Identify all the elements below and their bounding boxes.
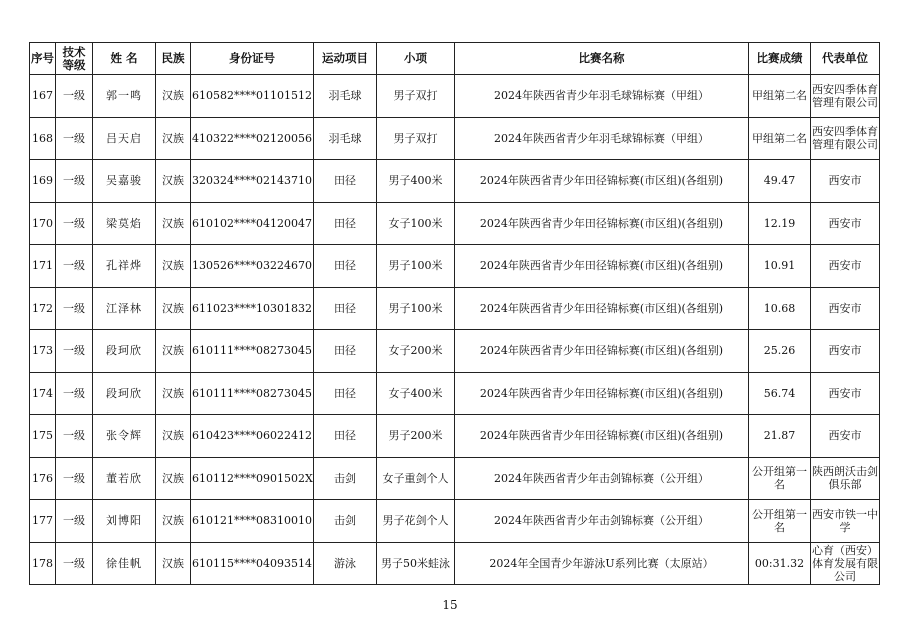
cell-sport: 羽毛球 xyxy=(314,117,377,160)
cell-id: 610111****08273045 xyxy=(191,330,314,373)
cell-sport: 田径 xyxy=(314,330,377,373)
cell-competition: 2024年陕西省青少年田径锦标赛(市区组)(各组别) xyxy=(455,415,749,458)
cell-id: 610111****08273045 xyxy=(191,372,314,415)
cell-sport: 击剑 xyxy=(314,500,377,543)
cell-seq: 174 xyxy=(30,372,56,415)
cell-result: 甲组第二名 xyxy=(749,117,811,160)
cell-level: 一级 xyxy=(56,160,93,203)
cell-sport: 田径 xyxy=(314,160,377,203)
cell-level: 一级 xyxy=(56,245,93,288)
cell-ethnic: 汉族 xyxy=(156,160,191,203)
cell-name: 张令辉 xyxy=(93,415,156,458)
cell-level: 一级 xyxy=(56,75,93,118)
cell-competition: 2024年陕西省青少年羽毛球锦标赛（甲组） xyxy=(455,117,749,160)
cell-ethnic: 汉族 xyxy=(156,457,191,500)
header-ethnic: 民族 xyxy=(156,43,191,75)
cell-ethnic: 汉族 xyxy=(156,245,191,288)
cell-seq: 171 xyxy=(30,245,56,288)
cell-name: 吕天启 xyxy=(93,117,156,160)
table-row xyxy=(30,202,880,245)
cell-level: 一级 xyxy=(56,330,93,373)
cell-event: 男子花剑个人 xyxy=(377,500,455,543)
table-row xyxy=(30,287,880,330)
cell-event: 女子100米 xyxy=(377,202,455,245)
cell-event: 男子200米 xyxy=(377,415,455,458)
cell-unit: 陕西朗沃击剑俱乐部 xyxy=(811,457,880,500)
cell-unit: 西安市 xyxy=(811,160,880,203)
cell-unit: 西安市 xyxy=(811,330,880,373)
cell-result: 21.87 xyxy=(749,415,811,458)
cell-unit: 西安市 xyxy=(811,202,880,245)
cell-result: 00:31.32 xyxy=(749,542,811,585)
cell-seq: 169 xyxy=(30,160,56,203)
cell-result: 甲组第二名 xyxy=(749,75,811,118)
cell-result: 12.19 xyxy=(749,202,811,245)
cell-id: 410322****02120056 xyxy=(191,117,314,160)
cell-ethnic: 汉族 xyxy=(156,500,191,543)
cell-unit: 西安四季体育管理有限公司 xyxy=(811,75,880,118)
table-row xyxy=(30,372,880,415)
header-result: 比赛成绩 xyxy=(749,43,811,75)
cell-event: 男子双打 xyxy=(377,117,455,160)
cell-sport: 田径 xyxy=(314,245,377,288)
cell-event: 女子400米 xyxy=(377,372,455,415)
cell-seq: 170 xyxy=(30,202,56,245)
table-row xyxy=(30,245,880,288)
cell-level: 一级 xyxy=(56,287,93,330)
cell-seq: 177 xyxy=(30,500,56,543)
cell-id: 320324****02143710 xyxy=(191,160,314,203)
cell-id: 610102****04120047 xyxy=(191,202,314,245)
cell-seq: 176 xyxy=(30,457,56,500)
cell-name: 刘博阳 xyxy=(93,500,156,543)
cell-event: 女子200米 xyxy=(377,330,455,373)
cell-competition: 2024年陕西省青少年击剑锦标赛（公开组） xyxy=(455,457,749,500)
cell-id: 130526****03224670 xyxy=(191,245,314,288)
header-unit: 代表单位 xyxy=(811,43,880,75)
cell-event: 男子100米 xyxy=(377,245,455,288)
cell-result: 10.91 xyxy=(749,245,811,288)
cell-level: 一级 xyxy=(56,500,93,543)
cell-id: 610112****0901502X xyxy=(191,457,314,500)
cell-unit: 西安市 xyxy=(811,287,880,330)
table-row xyxy=(30,457,880,500)
cell-competition: 2024年陕西省青少年羽毛球锦标赛（甲组） xyxy=(455,75,749,118)
cell-ethnic: 汉族 xyxy=(156,202,191,245)
cell-id: 610115****04093514 xyxy=(191,542,314,585)
cell-seq: 178 xyxy=(30,542,56,585)
header-seq: 序号 xyxy=(30,43,56,75)
cell-ethnic: 汉族 xyxy=(156,372,191,415)
cell-id: 610582****01101512 xyxy=(191,75,314,118)
cell-unit: 西安四季体育管理有限公司 xyxy=(811,117,880,160)
cell-level: 一级 xyxy=(56,202,93,245)
cell-result: 公开组第一名 xyxy=(749,500,811,543)
cell-competition: 2024年陕西省青少年田径锦标赛(市区组)(各组别) xyxy=(455,202,749,245)
cell-name: 郭一鸣 xyxy=(93,75,156,118)
cell-name: 吴嘉骏 xyxy=(93,160,156,203)
cell-competition: 2024年全国青少年游泳U系列比赛（太原站） xyxy=(455,542,749,585)
cell-unit: 心育（西安）体育发展有限公司 xyxy=(812,543,878,583)
cell-level: 一级 xyxy=(56,415,93,458)
cell-competition: 2024年陕西省青少年田径锦标赛(市区组)(各组别) xyxy=(455,160,749,203)
cell-competition: 2024年陕西省青少年击剑锦标赛（公开组） xyxy=(455,500,749,543)
cell-sport: 羽毛球 xyxy=(314,75,377,118)
cell-name: 段珂欣 xyxy=(93,372,156,415)
header-level: 技术等级 xyxy=(56,43,93,75)
cell-unit: 西安市 xyxy=(811,415,880,458)
cell-competition: 2024年陕西省青少年田径锦标赛(市区组)(各组别) xyxy=(455,372,749,415)
cell-ethnic: 汉族 xyxy=(156,287,191,330)
cell-name: 梁莫焰 xyxy=(93,202,156,245)
cell-result: 25.26 xyxy=(749,330,811,373)
cell-name: 江泽林 xyxy=(93,287,156,330)
table-row xyxy=(30,542,880,585)
cell-seq: 172 xyxy=(30,287,56,330)
cell-seq: 168 xyxy=(30,117,56,160)
cell-sport: 田径 xyxy=(314,287,377,330)
cell-ethnic: 汉族 xyxy=(156,415,191,458)
cell-event: 男子双打 xyxy=(377,75,455,118)
cell-id: 610423****06022412 xyxy=(191,415,314,458)
header-id: 身份证号 xyxy=(191,43,314,75)
cell-sport: 田径 xyxy=(314,372,377,415)
cell-name: 段珂欣 xyxy=(93,330,156,373)
cell-name: 徐佳帆 xyxy=(93,542,156,585)
cell-unit: 西安市 xyxy=(811,372,880,415)
cell-sport: 游泳 xyxy=(314,542,377,585)
cell-ethnic: 汉族 xyxy=(156,75,191,118)
cell-ethnic: 汉族 xyxy=(156,330,191,373)
cell-result: 公开组第一名 xyxy=(749,457,811,500)
cell-sport: 田径 xyxy=(314,415,377,458)
cell-level: 一级 xyxy=(56,372,93,415)
cell-result: 56.74 xyxy=(749,372,811,415)
header-row xyxy=(30,43,880,75)
header-competition: 比赛名称 xyxy=(455,43,749,75)
cell-event: 男子50米蛙泳 xyxy=(377,542,455,585)
cell-competition: 2024年陕西省青少年田径锦标赛(市区组)(各组别) xyxy=(455,245,749,288)
cell-level: 一级 xyxy=(56,457,93,500)
cell-sport: 击剑 xyxy=(314,457,377,500)
cell-seq: 175 xyxy=(30,415,56,458)
header-event: 小项 xyxy=(377,43,455,75)
table-row xyxy=(30,75,880,118)
page-number: 15 xyxy=(442,598,458,612)
cell-level: 一级 xyxy=(56,117,93,160)
cell-seq: 173 xyxy=(30,330,56,373)
table-row xyxy=(30,160,880,203)
cell-competition: 2024年陕西省青少年田径锦标赛(市区组)(各组别) xyxy=(455,330,749,373)
header-name: 姓 名 xyxy=(93,43,156,75)
cell-level: 一级 xyxy=(56,542,93,585)
cell-event: 女子重剑个人 xyxy=(377,457,455,500)
cell-ethnic: 汉族 xyxy=(156,117,191,160)
cell-name: 董若欣 xyxy=(93,457,156,500)
cell-sport: 田径 xyxy=(314,202,377,245)
table-row xyxy=(30,415,880,458)
cell-ethnic: 汉族 xyxy=(156,542,191,585)
athlete-table xyxy=(29,42,880,585)
cell-seq: 167 xyxy=(30,75,56,118)
cell-event: 男子400米 xyxy=(377,160,455,203)
cell-unit: 西安市铁一中学 xyxy=(811,500,880,543)
cell-result: 49.47 xyxy=(749,160,811,203)
cell-unit: 西安市 xyxy=(811,245,880,288)
header-sport: 运动项目 xyxy=(314,43,377,75)
table-row xyxy=(30,117,880,160)
cell-id: 611023****10301832 xyxy=(191,287,314,330)
cell-competition: 2024年陕西省青少年田径锦标赛(市区组)(各组别) xyxy=(455,287,749,330)
cell-id: 610121****08310010 xyxy=(191,500,314,543)
table-row xyxy=(30,500,880,543)
cell-name: 孔祥烨 xyxy=(93,245,156,288)
cell-event: 男子100米 xyxy=(377,287,455,330)
table-row xyxy=(30,330,880,373)
cell-result: 10.68 xyxy=(749,287,811,330)
